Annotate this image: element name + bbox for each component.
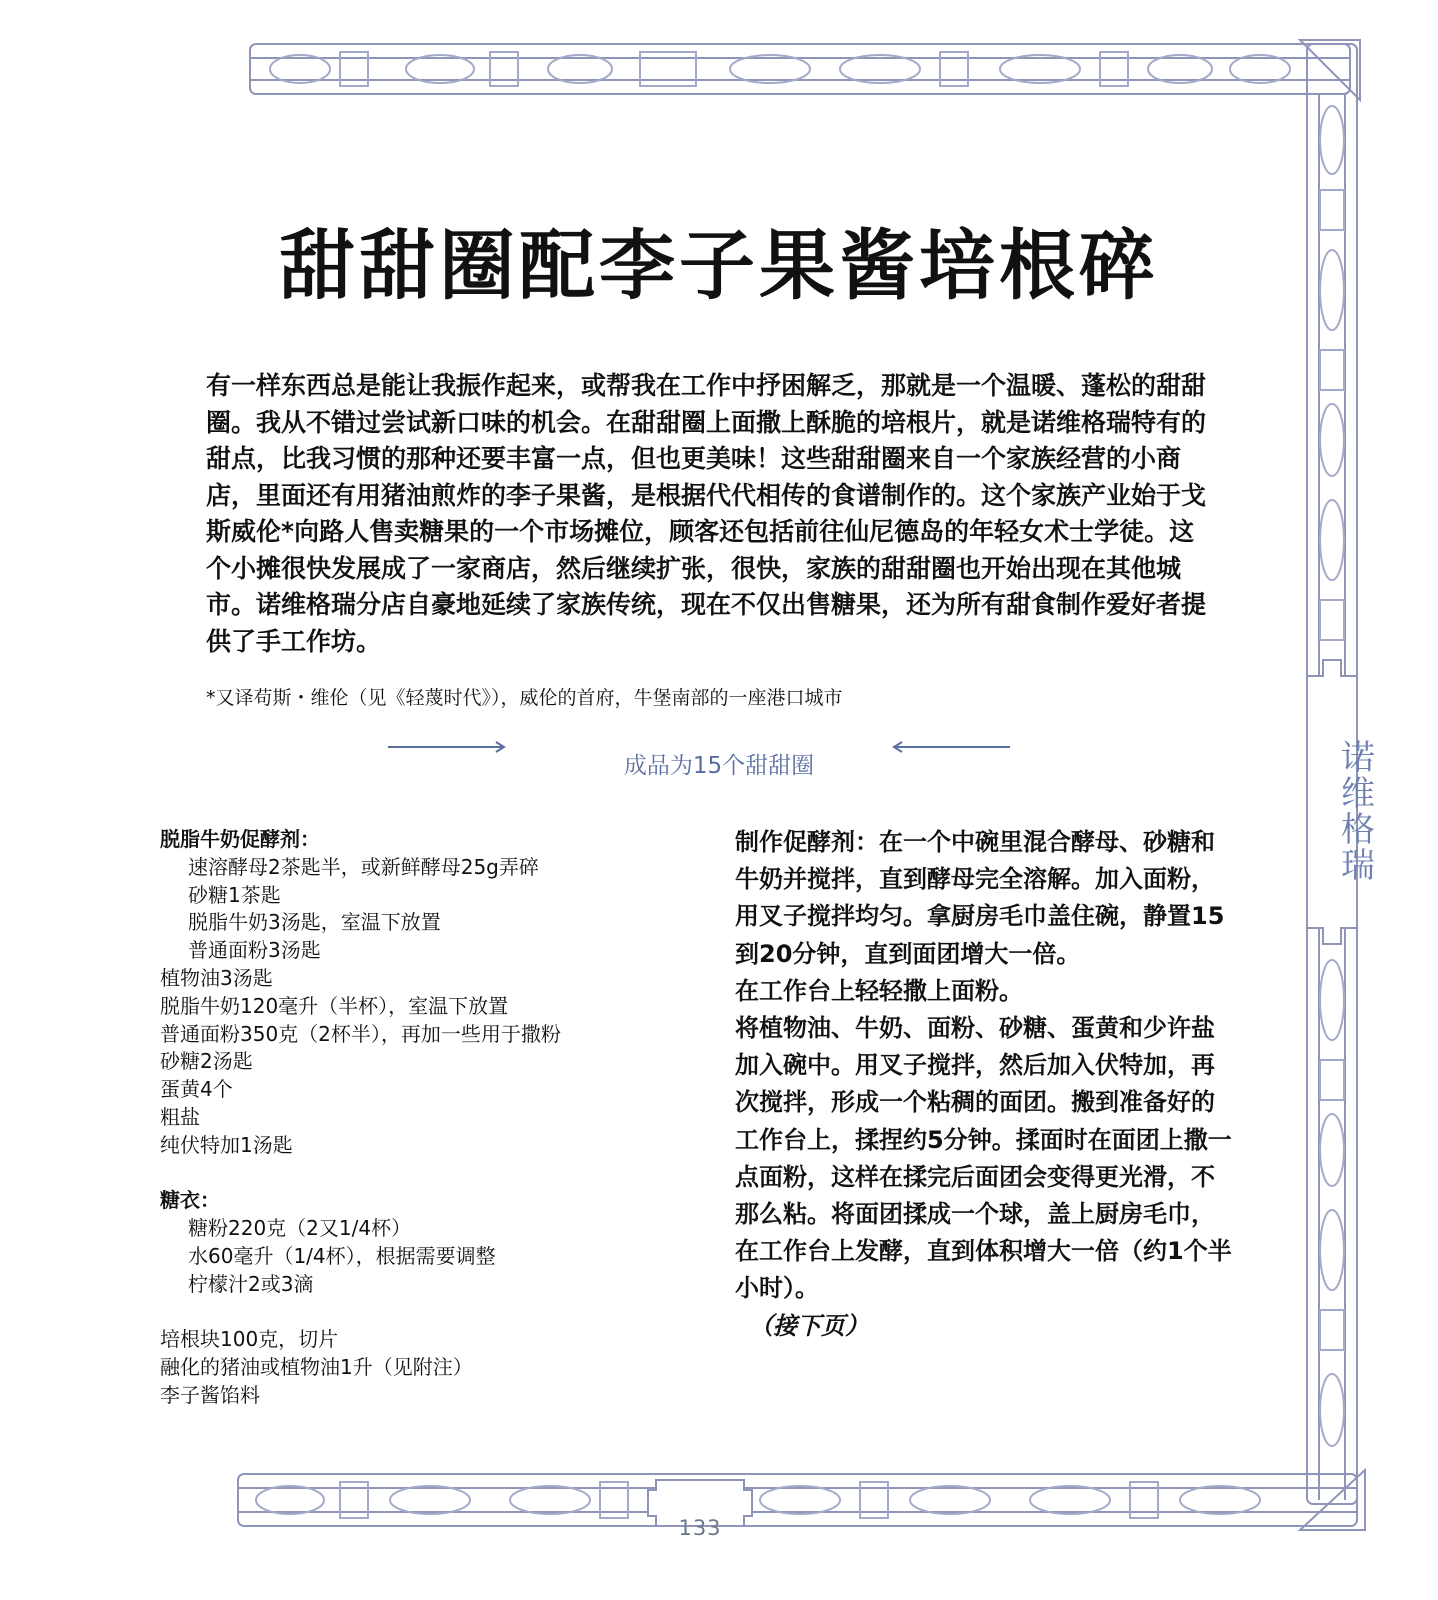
ingredient-list bbox=[160, 826, 680, 1410]
method-step: 将植物油、牛奶、面粉、砂糖、蛋黄和少许盐加入碗中。用叉子搅拌，然后加入伏特加，再次搅拌，形成一个粘稠的面团。搬到准备好的工作台上，揉捏约5分钟。揉面时在面团上撒一点面粉，这样在揉完后面团会变得更光滑，不那么粘。将面团揉成一个球，盖上厨房毛巾，在工作台上发酵，直到体积增大一倍（约1个半小时）。 bbox=[735, 1014, 1232, 1303]
spacer bbox=[160, 1299, 680, 1327]
method-lead: 制作促酵剂： bbox=[735, 828, 879, 856]
ingredient-item: 脱脂牛奶120毫升（半杯），室温下放置 bbox=[160, 993, 509, 1018]
spacer bbox=[160, 1160, 680, 1188]
ingredient-item: 普通面粉350克（2杯半），再加一些用于撒粉 bbox=[160, 1021, 561, 1046]
ingredient-item: 植物油3汤匙 bbox=[160, 965, 273, 990]
ingredient-item: 粗盐 bbox=[160, 1104, 200, 1129]
method-column bbox=[735, 824, 1235, 1345]
ingredient-item: 融化的猪油或植物油1升（见附注） bbox=[160, 1355, 473, 1380]
ingredient-item: 糖粉220克（2又1/4杯） bbox=[188, 1216, 412, 1241]
ingredient-item: 水60毫升（1/4杯），根据需要调整 bbox=[188, 1243, 496, 1268]
footnote: *又译苟斯・维伦（见《轻蔑时代》），威伦的首府，牛堡南部的一座港口城市 bbox=[206, 687, 843, 709]
glaze-heading: 糖衣： bbox=[160, 1188, 220, 1213]
method-step-text: 在一个中碗里混合酵母、砂糖和牛奶并搅拌，直到酵母完全溶解。加入面粉，用叉子搅拌均匀。拿厨房毛巾盖住碗，静置15到20分钟，直到面团增大一倍。 bbox=[735, 828, 1225, 968]
ingredient-item: 培根块100克，切片 bbox=[160, 1327, 339, 1352]
continued-note: （接下页） bbox=[749, 1311, 869, 1340]
method-step bbox=[735, 824, 1235, 973]
starter-heading: 脱脂牛奶促酵剂： bbox=[160, 827, 320, 851]
intro-paragraph: 有一样东西总是能让我振作起来，或帮我在工作中抒困解乏，那就是一个温暖、蓬松的甜甜圈。我从不错过尝试新口味的机会。在甜甜圈上面撒上酥脆的培根片，就是诺维格瑞特有的甜点，比我习惯的那种还要丰富一点，但也更美味！这些甜甜圈来自一个家族经营的小商店，里面还有用猪油煎炸的李子果酱，是根据代代相传的食谱制作的。这个家族产业始于戈斯威伦*向路人售卖糖果的一个市场摊位，顾客还包括前往仙尼德岛的年轻女术士学徒。这个小摊很快发展成了一家商店，然后继续扩张，很快，家族的甜甜圈也开始出现在其他城市。诺维格瑞分店自豪地延续了家族传统，现在不仅出售糖果，还为所有甜食制作爱好者提供了手工作坊。 bbox=[206, 371, 1207, 656]
ingredient-item: 砂糖2汤匙 bbox=[160, 1049, 253, 1074]
chapter-side-tab: 诺维格瑞 bbox=[1334, 739, 1375, 883]
page-number: 133 bbox=[678, 1516, 722, 1540]
yield-line: 成品为15个甜甜圈 bbox=[623, 753, 815, 779]
ingredient-item: 纯伏特加1汤匙 bbox=[160, 1132, 293, 1157]
ingredient-item: 速溶酵母2茶匙半，或新鲜酵母25g弄碎 bbox=[188, 854, 539, 879]
recipe-title: 甜甜圈配李子果酱培根碎 bbox=[279, 221, 1159, 310]
ingredient-item: 脱脂牛奶3汤匙，室温下放置 bbox=[188, 910, 441, 935]
ingredient-item: 蛋黄4个 bbox=[160, 1077, 233, 1102]
ingredient-item: 柠檬汁2或3滴 bbox=[188, 1271, 314, 1296]
ingredient-item: 李子酱馅料 bbox=[160, 1382, 260, 1407]
ingredient-item: 砂糖1茶匙 bbox=[188, 882, 281, 907]
method-step: 在工作台上轻轻撒上面粉。 bbox=[735, 976, 1023, 1005]
ingredient-item: 普通面粉3汤匙 bbox=[188, 938, 321, 963]
